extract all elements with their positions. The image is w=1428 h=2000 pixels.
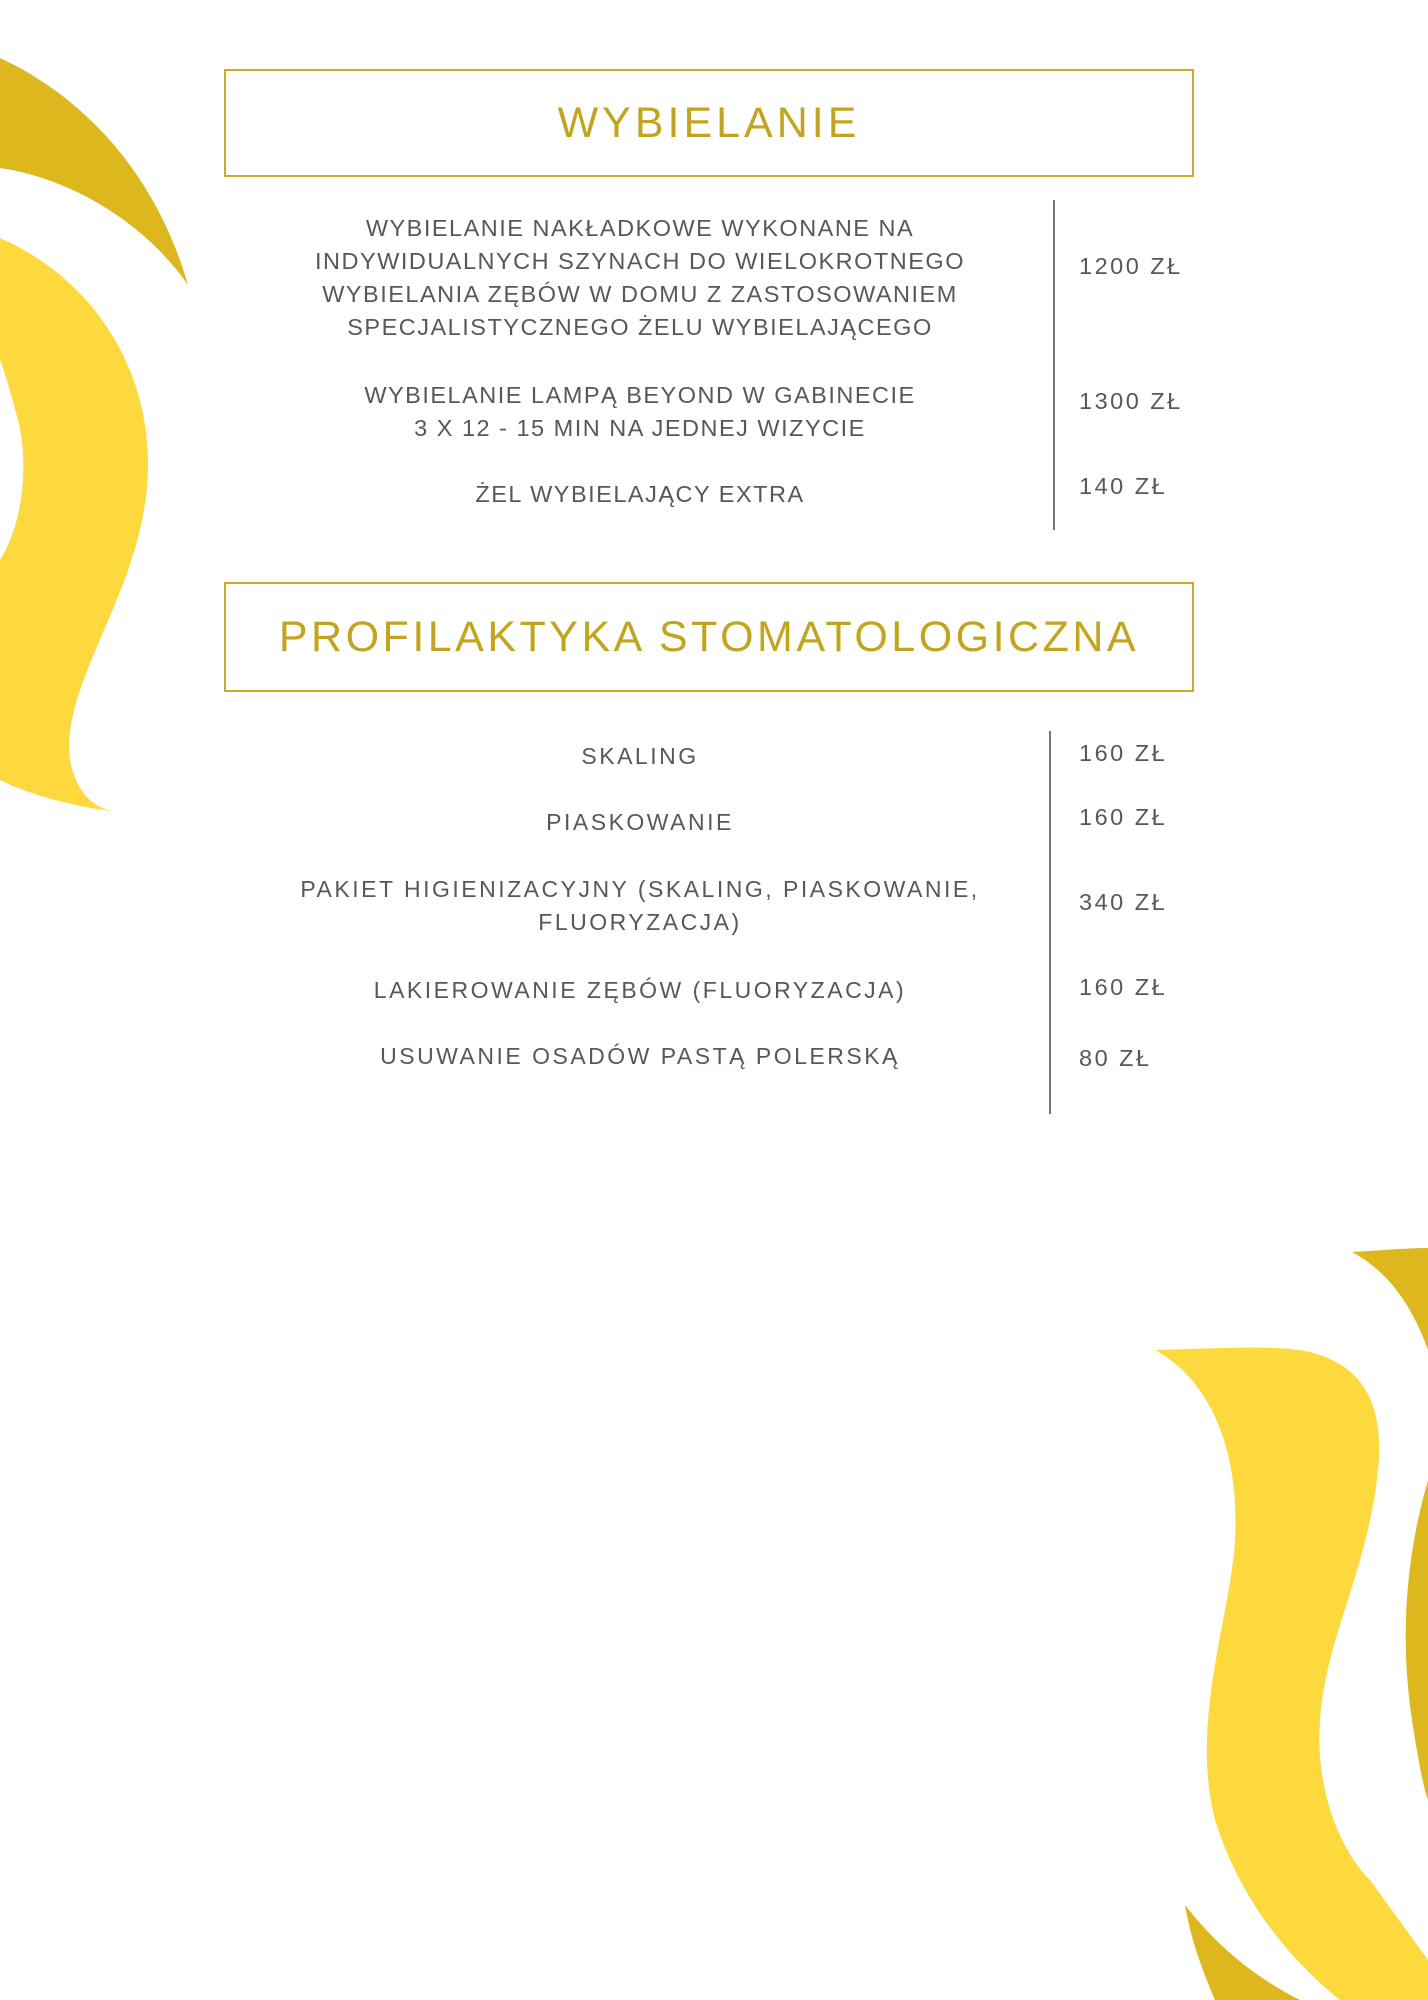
service-name bbox=[240, 974, 1040, 1007]
service-name-line: SPECJALISTYCZNEGO ŻELU WYBIELAJĄCEGO bbox=[347, 314, 933, 340]
service-price: 160 ZŁ bbox=[1079, 804, 1168, 830]
service-name bbox=[240, 379, 1040, 445]
service-name-line: ŻEL WYBIELAJĄCY EXTRA bbox=[475, 481, 805, 507]
service-name bbox=[240, 873, 1040, 939]
service-name-line: PAKIET HIGIENIZACYJNY (SKALING, PIASKOWANIE, bbox=[300, 876, 980, 902]
service-name-line: PIASKOWANIE bbox=[546, 809, 734, 835]
bottom-right-dark-edge bbox=[1406, 1480, 1428, 1800]
service-price: 140 ZŁ bbox=[1079, 473, 1168, 499]
section-title-profilaktyka bbox=[224, 582, 1194, 692]
service-name-line: INDYWIDUALNYCH SZYNACH DO WIELOKROTNEGO bbox=[315, 248, 965, 274]
service-name bbox=[240, 740, 1040, 773]
service-name-line: WYBIELANIE LAMPĄ BEYOND W GABINECIE bbox=[364, 382, 916, 408]
service-name-line: FLUORYZACJA) bbox=[538, 909, 742, 935]
bottom-right-dark-wave bbox=[1352, 1248, 1428, 1350]
service-price: 340 ZŁ bbox=[1079, 889, 1168, 915]
bottom-right-light-wave bbox=[1155, 1348, 1428, 2000]
section-title-text: WYBIELANIE bbox=[557, 98, 861, 147]
service-name-line: LAKIEROWANIE ZĘBÓW (FLUORYZACJA) bbox=[373, 977, 907, 1003]
price-divider bbox=[1049, 731, 1051, 1114]
service-price: 1300 ZŁ bbox=[1079, 388, 1183, 414]
service-name bbox=[240, 1040, 1040, 1073]
bottom-right-dark-corner bbox=[1185, 1905, 1300, 2000]
service-name bbox=[240, 806, 1040, 839]
section-title-text: PROFILAKTYKA STOMATOLOGICZNA bbox=[278, 612, 1140, 661]
service-price: 80 ZŁ bbox=[1079, 1045, 1152, 1071]
service-name-line: WYBIELANIA ZĘBÓW W DOMU Z ZASTOSOWANIEM bbox=[322, 281, 958, 307]
price-divider bbox=[1053, 200, 1055, 530]
top-left-light-wave bbox=[0, 238, 148, 812]
service-price: 160 ZŁ bbox=[1079, 740, 1168, 766]
service-name bbox=[240, 212, 1040, 344]
service-name bbox=[240, 478, 1040, 511]
top-left-dark-wave bbox=[0, 58, 188, 285]
service-price: 160 ZŁ bbox=[1079, 974, 1168, 1000]
service-name-line: SKALING bbox=[581, 743, 699, 769]
service-name-line: 3 X 12 - 15 MIN NA JEDNEJ WIZYCIE bbox=[414, 415, 866, 441]
service-name-line: WYBIELANIE NAKŁADKOWE WYKONANE NA bbox=[365, 215, 915, 241]
section-title-wybielanie bbox=[224, 69, 1194, 177]
service-price: 1200 ZŁ bbox=[1079, 253, 1183, 279]
service-name-line: USUWANIE OSADÓW PASTĄ POLERSKĄ bbox=[380, 1043, 900, 1069]
